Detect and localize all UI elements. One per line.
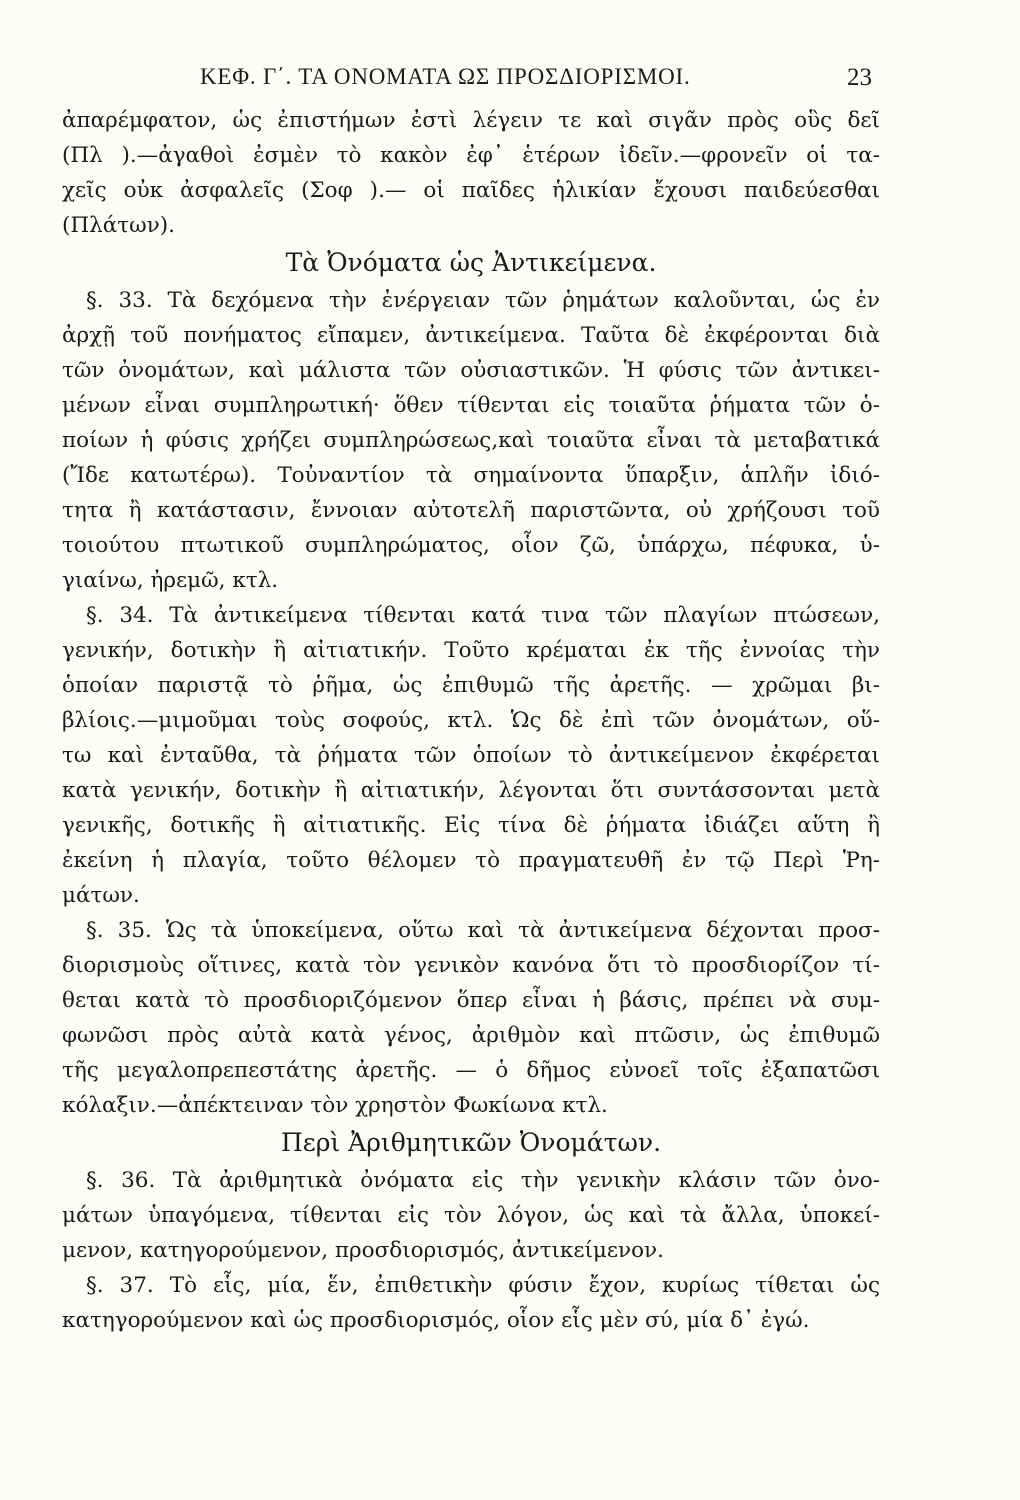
text-line: διορισμοὺς οἵτινες, κατὰ τὸν γενικὸν κανόνα ὅτι τὸ προσδιορίζον τί- bbox=[62, 953, 880, 978]
text-line: τω καὶ ἐνταῦθα, τὰ ῥήματα τῶν ὁποίων τὸ ἀντικείμενον ἐκφέρεται bbox=[62, 743, 880, 768]
paragraph-start-line: §. 33. Τὰ δεχόμενα τὴν ἐνέργειαν τῶν ῥημάτων καλοῦνται, ὡς ἐν bbox=[86, 288, 880, 313]
text-line: τῆς μεγαλοπρεπεστάτης ἀρετῆς. — ὁ δῆμος εὐνοεῖ τοῖς ἐξαπατῶσι bbox=[62, 1058, 880, 1083]
text-line: τητα ἢ κατάστασιν, ἔννοιαν αὐτοτελῆ παριστῶντα, οὐ χρήζουσι τοῦ bbox=[62, 498, 880, 523]
text-line: ποίων ἡ φύσις χρήζει συμπληρώσεως,καὶ τοιαῦτα εἶναι τὰ μεταβατικά bbox=[62, 428, 880, 453]
text-line: (Πλ ).—ἀγαθοὶ ἐσμὲν τὸ κακὸν ἐφ᾽ ἑτέρων ἰδεῖν.—φρονεῖν οἱ τα- bbox=[62, 143, 880, 168]
text-line: (Πλάτων). bbox=[62, 213, 176, 238]
text-line: γενικήν, δοτικὴν ἢ αἰτιατικήν. Τοῦτο κρέμαται ἐκ τῆς ἐννοίας τὴν bbox=[62, 638, 880, 663]
text-line: χεῖς οὐκ ἀσφαλεῖς (Σοφ ).— οἱ παῖδες ἡλικίαν ἔχουσι παιδεύεσθαι bbox=[62, 178, 880, 203]
text-line: ἀπαρέμφατον, ὡς ἐπιστήμων ἐστὶ λέγειν τε καὶ σιγᾶν πρὸς οὓς δεῖ bbox=[62, 108, 880, 133]
text-line: μάτων ὑπαγόμενα, τίθενται εἰς τὸν λόγον, ὡς καὶ τὰ ἄλλα, ὑποκεί- bbox=[62, 1203, 880, 1228]
paragraph-start-line: §. 36. Τὰ ἀριθμητικὰ ὀνόματα εἰς τὴν γενικὴν κλάσιν τῶν ὀνο- bbox=[86, 1168, 880, 1193]
text-line: γενικῆς, δοτικῆς ἢ αἰτιατικῆς. Εἰς τίνα δὲ ῥήματα ἰδιάζει αὕτη ἢ bbox=[62, 813, 880, 838]
body-text bbox=[62, 103, 880, 1338]
text-line: (Ἴδε κατωτέρω). Τοὐναντίον τὰ σημαίνοντα ὕπαρξιν, ἁπλῆν ἰδιό- bbox=[62, 463, 880, 488]
running-head: ΚΕΦ. Γ΄. ΤΑ ΟΝΟΜΑΤΑ ΩΣ ΠΡΟΣΔΙΟΡΙΣΜΟΙ. bbox=[200, 64, 691, 89]
text-line: κατὰ γενικήν, δοτικὴν ἢ αἰτιατικήν, λέγονται ὅτι συντάσσονται μετὰ bbox=[62, 778, 880, 803]
text-line: τοιούτου πτωτικοῦ συμπληρώματος, οἷον ζῶ, ὑπάρχω, πέφυκα, ὑ- bbox=[62, 533, 880, 558]
text-line: ὁποίαν παριστᾷ τὸ ῥῆμα, ὡς ἐπιθυμῶ τῆς ἀρετῆς. — χρῶμαι βι- bbox=[62, 673, 880, 698]
text-line: θεται κατὰ τὸ προσδιοριζόμενον ὅπερ εἶναι ἡ βάσις, πρέπει νὰ συμ- bbox=[62, 988, 880, 1013]
paragraph-start-line: §. 37. Τὸ εἷς, μία, ἕν, ἐπιθετικὴν φύσιν ἔχον, κυρίως τίθεται ὡς bbox=[86, 1273, 880, 1298]
text-line: βλίοις.—μιμοῦμαι τοὺς σοφούς, κτλ. Ὡς δὲ ἐπὶ τῶν ὀνομάτων, οὕ- bbox=[62, 708, 880, 733]
text-line: γιαίνω, ἠρεμῶ, κτλ. bbox=[62, 568, 279, 593]
text-line: μένων εἶναι συμπληρωτική· ὅθεν τίθενται εἰς τοιαῦτα ῥήματα τῶν ὁ- bbox=[62, 393, 880, 418]
text-line: κατηγορούμενον καὶ ὡς προσδιορισμός, οἷον εἷς μὲν σύ, μία δ᾽ ἐγώ. bbox=[62, 1308, 810, 1333]
text-line: μενον, κατηγορούμενον, προσδιορισμός, ἀντικείμενον. bbox=[62, 1238, 664, 1263]
text-line: τῶν ὀνομάτων, καὶ μάλιστα τῶν οὐσιαστικῶν. Ἡ φύσις τῶν ἀντικει- bbox=[62, 358, 880, 383]
text-line: ἀρχῇ τοῦ πονήματος εἴπαμεν, ἀντικείμενα. Ταῦτα δὲ ἐκφέρονται διὰ bbox=[62, 323, 880, 348]
page-header bbox=[0, 64, 1020, 100]
paragraph-start-line: §. 35. Ὡς τὰ ὑποκείμενα, οὕτω καὶ τὰ ἀντικείμενα δέχονται προσ- bbox=[86, 918, 880, 943]
page-number: 23 bbox=[847, 64, 872, 91]
text-line: κόλαξιν.—ἀπέκτειναν τὸν χρηστὸν Φωκίωνα κτλ. bbox=[62, 1093, 608, 1118]
text-line: φωνῶσι πρὸς αὐτὰ κατὰ γένος, ἀριθμὸν καὶ πτῶσιν, ὡς ἐπιθυμῶ bbox=[62, 1023, 880, 1048]
paragraph-start-line: §. 34. Τὰ ἀντικείμενα τίθενται κατά τινα τῶν πλαγίων πτώσεων, bbox=[86, 603, 880, 628]
text-line: ἐκείνη ἡ πλαγία, τοῦτο θέλομεν τὸ πραγματευθῆ ἐν τῷ Περὶ Ῥη- bbox=[62, 848, 880, 873]
section-heading: Τὰ Ὀνόματα ὡς Ἀντικείμενα. bbox=[285, 248, 657, 277]
text-line: μάτων. bbox=[62, 883, 140, 908]
section-heading: Περὶ Ἀριθμητικῶν Ὀνομάτων. bbox=[280, 1128, 662, 1157]
